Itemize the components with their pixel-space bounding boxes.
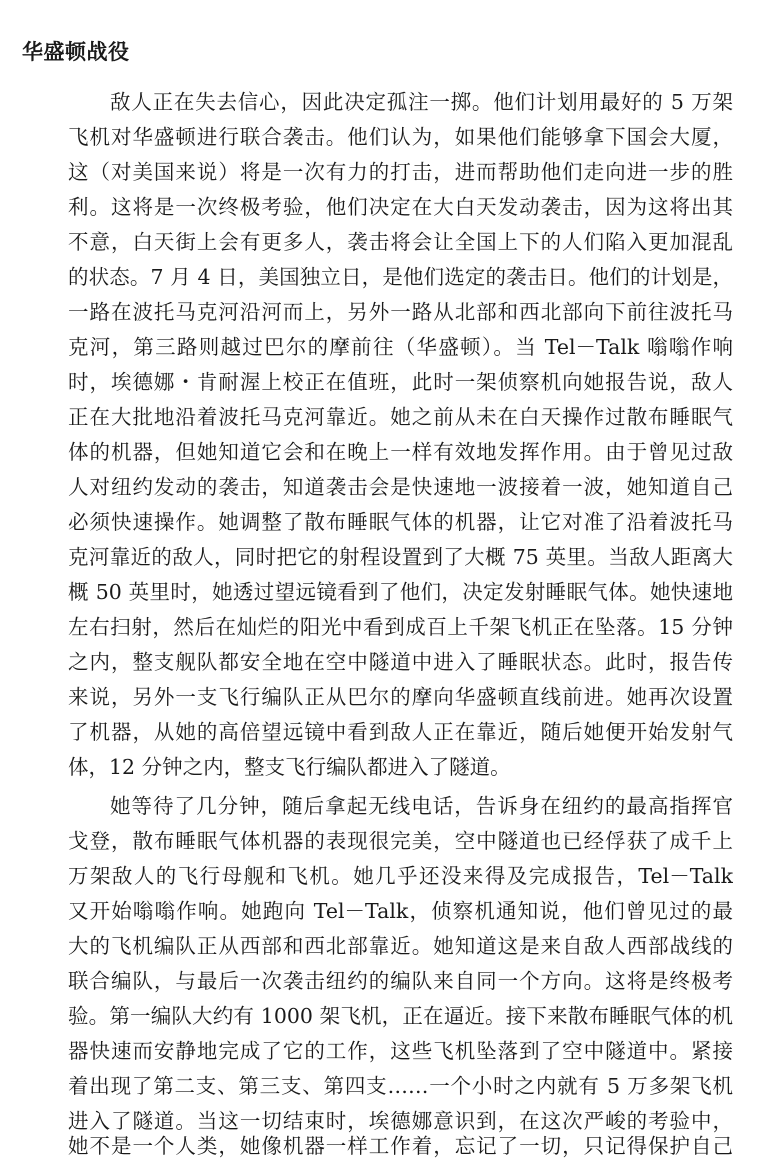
paragraph-1-line: 克河靠近的敌人，同时把它的射程设置到了大概 75 英里。当敌人距离大 [68, 545, 733, 569]
paragraph-2-line: 她不是一个人类，她像机器一样工作着，忘记了一切，只记得保护自己 [68, 1134, 733, 1158]
paragraph-1-line: 正在大批地沿着波托马克河靠近。她之前从未在白天操作过散布睡眠气 [68, 405, 733, 429]
paragraph-1-line: 不意，白天街上会有更多人，袭击将会让全国上下的人们陷入更加混乱 [68, 230, 733, 254]
paragraph-1-line: 来说，另外一支飞行编队正从巴尔的摩向华盛顿直线前进。她再次设置 [68, 685, 733, 709]
paragraph-1-line: 敌人正在失去信心，因此决定孤注一掷。他们计划用最好的 5 万架 [110, 90, 733, 114]
paragraph-2-line: 着出现了第二支、第三支、第四支……一个小时之内就有 5 万多架飞机 [68, 1074, 733, 1098]
paragraph-1-line: 概 50 英里时，她透过望远镜看到了他们，决定发射睡眠气体。她快速地 [68, 580, 733, 604]
paragraph-1-line: 左右扫射，然后在灿烂的阳光中看到成百上千架飞机正在坠落。15 分钟 [68, 615, 733, 639]
paragraph-2-line: 又开始嗡嗡作响。她跑向 Tel－Talk，侦察机通知说，他们曾见过的最 [68, 899, 733, 923]
paragraph-2-line: 联合编队，与最后一次袭击纽约的编队来自同一个方向。这将是终极考 [68, 969, 733, 993]
section-title: 华盛顿战役 [22, 40, 130, 64]
paragraph-2-line: 戈登，散布睡眠气体机器的表现很完美，空中隧道也已经俘获了成千上 [68, 829, 733, 853]
paragraph-2-line: 进入了隧道。当这一切结束时，埃德娜意识到，在这次严峻的考验中， [68, 1109, 733, 1133]
paragraph-1-line: 之内，整支舰队都安全地在空中隧道中进入了睡眠状态。此时，报告传 [68, 650, 733, 674]
paragraph-2-line: 验。第一编队大约有 1000 架飞机，正在逼近。接下来散布睡眠气体的机 [68, 1004, 733, 1028]
paragraph-1-line: 了机器，从她的高倍望远镜中看到敌人正在靠近，随后她便开始发射气 [68, 720, 733, 744]
paragraph-1-line: 克河，第三路则越过巴尔的摩前往（华盛顿）。当 Tel－Talk 嗡嗡作响 [68, 335, 733, 359]
paragraph-2-line: 万架敌人的飞行母舰和飞机。她几乎还没来得及完成报告，Tel－Talk [68, 864, 733, 888]
paragraph-1-line: 一路在波托马克河沿河而上，另外一路从北部和西北部向下前往波托马 [68, 300, 733, 324]
paragraph-1-line: 体的机器，但她知道它会和在晚上一样有效地发挥作用。由于曾见过敌 [68, 440, 733, 464]
paragraph-2-line: 她等待了几分钟，随后拿起无线电话，告诉身在纽约的最高指挥官 [110, 794, 733, 818]
paragraph-2-line: 器快速而安静地完成了它的工作，这些飞机坠落到了空中隧道中。紧接 [68, 1039, 733, 1063]
paragraph-2-line: 大的飞机编队正从西部和西北部靠近。她知道这是来自敌人西部战线的 [68, 934, 733, 958]
paragraph-1-line: 飞机对华盛顿进行联合袭击。他们认为，如果他们能够拿下国会大厦， [68, 125, 733, 149]
paragraph-1-line: 的状态。7 月 4 日，美国独立日，是他们选定的袭击日。他们的计划是， [68, 265, 733, 289]
paragraph-1-line: 时，埃德娜・肯耐渥上校正在值班，此时一架侦察机向她报告说，敌人 [68, 370, 733, 394]
paragraph-1-line: 这（对美国来说）将是一次有力的打击，进而帮助他们走向进一步的胜 [68, 160, 733, 184]
paragraph-1-line: 体，12 分钟之内，整支飞行编队都进入了隧道。 [68, 755, 511, 779]
paragraph-1-line: 人对纽约发动的袭击，知道袭击会是快速地一波接着一波，她知道自己 [68, 475, 733, 499]
paragraph-1-line: 必须快速操作。她调整了散布睡眠气体的机器，让它对准了沿着波托马 [68, 510, 733, 534]
paragraph-1-line: 利。这将是一次终极考验，他们决定在大白天发动袭击，因为这将出其 [68, 195, 733, 219]
